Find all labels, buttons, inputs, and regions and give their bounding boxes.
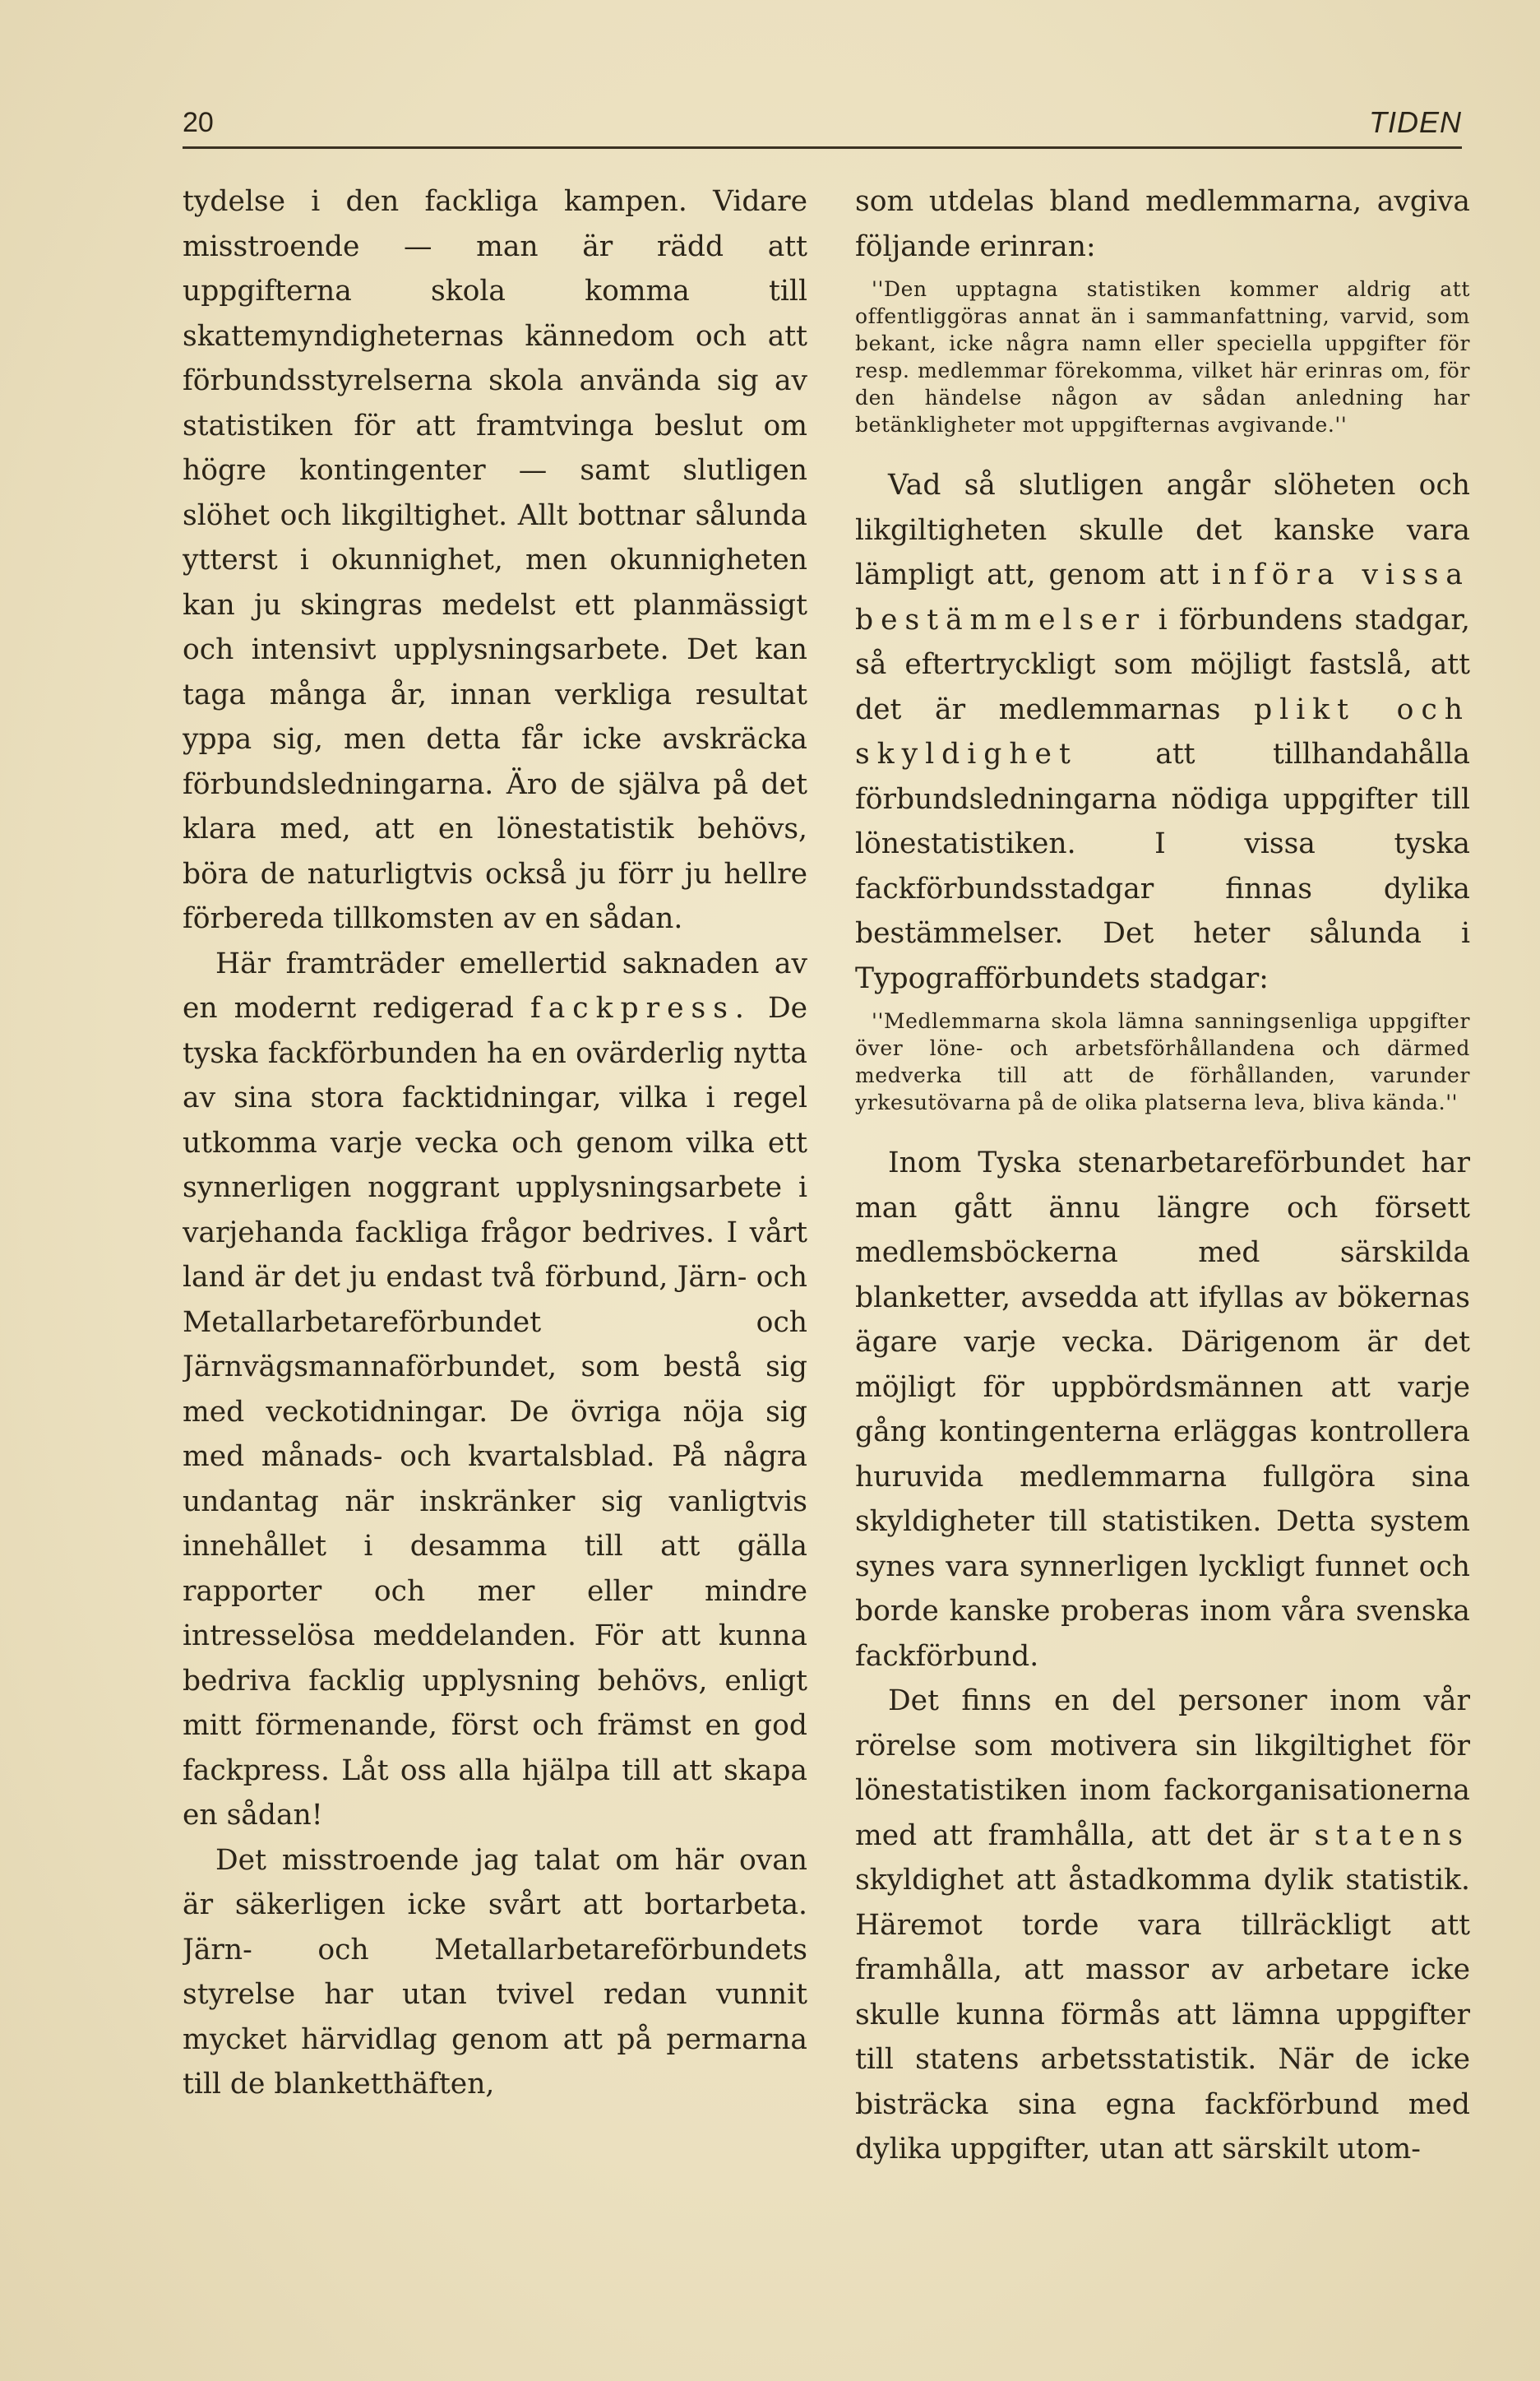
paragraph-text: De tyska fackförbunden ha en ovärderlig nytta av sina stora facktidningar, vilka i regel utkomma varje vecka och genom vilka ett synnerligen noggrant upplysningsarbete i varjehanda fackliga frågor bedrives. I vårt land är det ju endast två förbund, Järn- och Metallarbetareförbundet och Järnvägsmannaförbundet, som bestå sig med veckotidningar. De övriga nöja sig med månads- och kvartalsblad. På några undantag när inskränker sig vanligtvis innehållet i desamma till att gälla rapporter och mer eller mindre intresselösa meddelanden. För att kunna bedriva facklig upplysning behövs, enligt mitt förmenande, först och främst en god fackpress. Låt oss alla hjälpa till att skapa en sådan!: [183, 992, 807, 1832]
paragraph: Inom Tyska stenarbetareförbundet har man gått ännu längre och försett medlemsböckerna med särskilda blanketter, avsedda att ifyllas av bökernas ägare varje vecka. Därigenom är det möjligt för uppbördsmännen att varje gång kontingenterna erläggas kontrollera huruvida medlemmarna fullgöra sina skyldigheter till statistiken. Detta system synes vara synnerligen lyckligt funnet och borde kanske proberas inom våra svenska fackförbund.: [855, 1146, 1470, 1673]
paragraph-text: i förbundens stadgar, så eftertryckligt som möjligt fastslå, att det är medlemmarnas: [855, 603, 1470, 726]
page-number: 20: [183, 107, 214, 138]
paragraph-text: Här framträder emellertid saknaden av en modernt redigerad: [183, 947, 807, 1025]
emphasized-text: införa vissa bestämmelser: [855, 558, 1470, 637]
paragraph-text: Det finns en del personer inom vår rörelse som motivera sin likgiltighet för lönestatistiken inom fackorganisationerna med att framhålla, att det är: [855, 1684, 1470, 1852]
paragraph: [855, 463, 1470, 1001]
paragraph-text: att tillhandahålla förbundsledningarna nödiga uppgifter till lönestatistiken. I vissa tyska fackförbundsstadgar finnas dylika bestämmelser. Det heter sålunda i Typografförbundets stadgar:: [855, 738, 1470, 995]
emphasized-text: statens: [1314, 1818, 1470, 1852]
paragraph: tydelse i den fackliga kampen. Vidare misstroende — man är rädd att uppgifterna skola komma till skattemyndigheternas kännedom och att förbundsstyrelserna skola använda sig av statistiken för att framtvinga beslut om högre kontingenter — samt slutligen slöhet och likgiltighet. Allt bottnar sålunda ytterst i okunnighet, men okunnigheten kan ju skingras medelst ett planmässigt och intensivt upplysningsarbete. Det kan taga många år, innan verkliga resultat yppa sig, men detta får icke avskräcka förbundsledningarna. Äro de själva på det klara med, att en lönestatistik behövs, böra de naturligtvis också ju förr ju hellre förbereda tillkomsten av en sådan.: [183, 185, 807, 935]
page-header: [183, 99, 1462, 148]
block-quote: ''Den upptagna statistiken kommer aldrig att offentliggöras annat än i sammanfattning, varvid, som bekant, icke några namn eller speciella uppgifter för resp. medlemmar förekomma, vilket här erinras om, för den händelse någon av sådan anledning har betänkligheter mot uppgifternas avgivande.'': [855, 277, 1470, 437]
paragraph: som utdelas bland medlemmarna, avgiva följande erinran:: [855, 185, 1470, 263]
running-title: TIDEN: [1369, 105, 1462, 139]
left-column: [183, 179, 807, 2285]
paragraph: [183, 942, 807, 1838]
paragraph: Det misstroende jag talat om här ovan är säkerligen icke svårt att bortarbeta. Järn- och Metallarbetareförbundets styrelse har utan tvivel redan vunnit mycket härvidlag genom att på permarna till de blanketthäften,: [183, 1843, 807, 2101]
header-rule: [183, 146, 1462, 149]
paragraph-text: Vad så slutligen angår slöheten och likgiltigheten skulle det kanske vara lämpligt att, genom att: [855, 469, 1470, 591]
right-column: [855, 179, 1470, 2285]
block-quote: ''Medlemmarna skola lämna sanningsenliga uppgifter över löne- och arbetsförhållandena och därmed medverka till att de förhållanden, varunder yrkesutövarna på de olika platserna leva, bliva kända.'': [855, 1009, 1470, 1114]
emphasized-text: fackpress.: [530, 992, 752, 1025]
paragraph: [855, 1679, 1470, 2172]
paragraph-text: skyldighet att åstadkomma dylik statistik. Häremot torde vara tillräckligt att framhålla, att massor av arbetare icke skulle kunna förmås att lämna uppgifter till statens arbetsstatistik. När de icke bisträcka sina egna fackförbund med dylika uppgifter, utan att särskilt utom-: [855, 1864, 1470, 2166]
emphasized-text: plikt och skyldighet: [855, 693, 1470, 771]
